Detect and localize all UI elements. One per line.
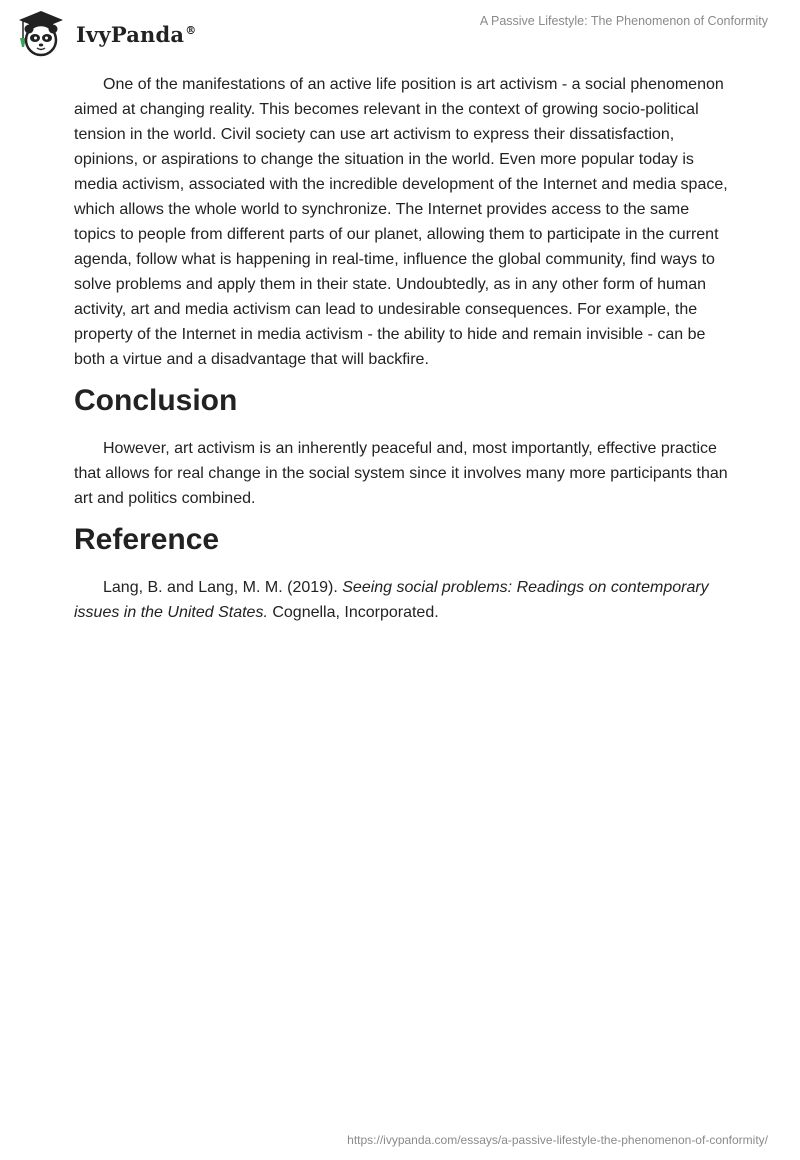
page-header <box>0 0 800 70</box>
body-paragraph: One of the manifestations of an active life position is art activism - a social phenomenon aimed at changing reality. This becomes relevant in the context of growing socio-political tension in the world. Civil society can use art activism to express their dissatisfaction, opinions, or aspirations to change the situation in the world. Even more popular today is media activism, associated with the incredible development of the Internet and media space, which allows the whole world to synchronize. The Internet provides access to the same topics to people from different parts of our planet, allowing them to participate in the current agenda, follow what is happening in real-time, influence the global community, find ways to solve problems and apply them in their state. Undoubtedly, as in any other form of human activity, art and media activism can lead to undesirable consequences. For example, the property of the Internet in media activism - the ability to hide and remain invisible - can be both a virtue and a disadvantage that will backfire. <box>74 76 728 368</box>
conclusion-paragraph: However, art activism is an inherently peaceful and, most importantly, effective practice that allows for real change in the social system since it involves many more participants than art and politics combined. <box>74 440 728 507</box>
ivypanda-logo[interactable] <box>14 8 196 58</box>
reference-publisher: Cognella, Incorporated. <box>267 604 439 621</box>
reference-heading: Reference <box>74 523 220 556</box>
source-url[interactable]: https://ivypanda.com/essays/a-passive-lifestyle-the-phenomenon-of-conformity/ <box>347 1133 768 1147</box>
conclusion-heading: Conclusion <box>74 384 238 417</box>
reference-entry <box>74 575 734 625</box>
panda-graduate-icon <box>14 8 68 58</box>
essay-body <box>74 70 734 625</box>
reference-title: Seeing social problems: Readings on contemporary issues in the United States. <box>74 579 709 621</box>
logo-wordmark: IvyPanda® <box>76 21 197 47</box>
reference-authors: Lang, B. and Lang, M. M. (2019). <box>103 579 343 596</box>
document-title: A Passive Lifestyle: The Phenomenon of Conformity <box>479 14 768 28</box>
